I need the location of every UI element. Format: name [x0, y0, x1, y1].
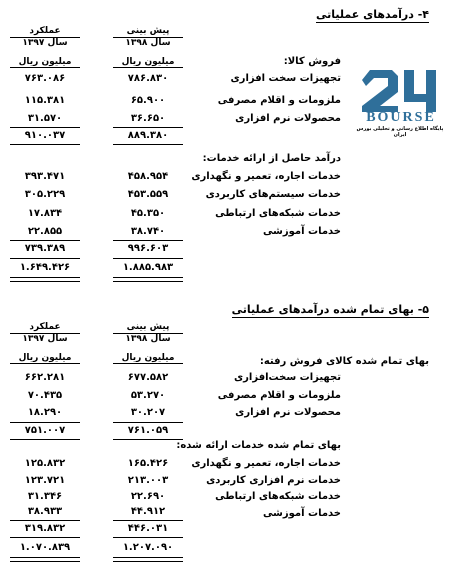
forecast-value: ۶۵.۹۰۰ [130, 95, 166, 106]
row-label: محصولات نرم افزاری [235, 113, 341, 124]
section-4-title: ۴- درآمدهای عملیاتی [316, 8, 429, 21]
forecast-subtotal: ۸۸۹.۳۸۰ [127, 130, 169, 141]
forecast-subtotal: ۴۴۶.۰۳۱ [127, 523, 169, 534]
group-label: بهای تمام شده خدمات ارائه شده: [176, 440, 341, 451]
subtotal-line [10, 520, 80, 521]
forecast-column-header: پیش بینی سال ۱۳۹۸ [113, 26, 183, 49]
row-label: خدمات آموزشی [262, 226, 341, 237]
actual-subtotal: ۷۵۱.۰۰۷ [24, 425, 66, 436]
actual-grand-total: ۱.۰۷۰.۸۳۹ [19, 542, 71, 553]
forecast-unit: میلیون ریال [113, 353, 183, 364]
row-label: خدمات شبکه‌های ارتباطی [215, 491, 341, 502]
actual-value: ۶۶۲.۲۸۱ [24, 372, 66, 383]
subtotal-line [113, 439, 183, 440]
subtotal-line [10, 422, 80, 423]
subtotal-line [10, 144, 80, 145]
actual-value: ۳۱.۳۴۶ [27, 491, 63, 502]
actual-column-header: عملکرد سال ۱۳۹۷ [10, 322, 80, 345]
subtotal-line [10, 240, 80, 241]
actual-grand-total: ۱.۶۴۹.۴۲۶ [19, 262, 71, 273]
subtotal-line [10, 439, 80, 440]
forecast-value: ۲۱۳.۰۰۳ [127, 475, 169, 486]
forecast-subtotal: ۹۹۶.۶۰۳ [127, 243, 169, 254]
actual-value: ۳۱.۵۷۰ [27, 113, 63, 124]
actual-value: ۳۹۳.۴۷۱ [24, 171, 66, 182]
group-label: درآمد حاصل از ارائه خدمات: [202, 153, 341, 164]
subtotal-line [10, 127, 80, 128]
forecast-column-header: پیش بینی سال ۱۳۹۸ [113, 322, 183, 345]
row-label: خدمات شبکه‌های ارتباطی [215, 208, 341, 219]
subtotal-line [113, 127, 183, 128]
actual-value: ۱۲۵.۸۳۲ [24, 458, 66, 469]
actual-value: ۱۸.۲۹۰ [27, 407, 63, 418]
forecast-value: ۶۷۷.۵۸۲ [127, 372, 169, 383]
row-label: ملزومات و اقلام مصرفی [217, 390, 341, 401]
actual-column-header: عملکرد سال ۱۳۹۷ [10, 26, 80, 49]
actual-unit: میلیون ریال [10, 57, 80, 68]
actual-subtotal: ۷۳۹.۳۸۹ [24, 243, 66, 254]
row-label: خدمات سیستم‌های کاربردی [205, 189, 341, 200]
section-5-title: ۵- بهای تمام شده درآمدهای عملیاتی [231, 303, 429, 316]
row-label: خدمات اجاره، تعمیر و نگهداری [191, 171, 341, 182]
total-double-line [113, 557, 183, 562]
bourse-logo [352, 64, 448, 138]
actual-subtotal: ۹۱۰.۰۳۷ [24, 130, 66, 141]
subtotal-line [113, 258, 183, 259]
actual-value: ۱۲۳.۷۲۱ [24, 475, 66, 486]
row-label: محصولات نرم افزاری [235, 407, 341, 418]
actual-value: ۳۰۵.۲۲۹ [24, 189, 66, 200]
logo-subtitle: پایگاه اطلاع رسانی و تحلیلی بورس ایران [356, 126, 444, 138]
forecast-value: ۳۰.۲۰۷ [130, 407, 166, 418]
forecast-value: ۷۸۶.۸۳۰ [127, 73, 169, 84]
forecast-value: ۴۵۳.۵۵۹ [127, 189, 169, 200]
row-label: خدمات اجاره، تعمیر و نگهداری [191, 458, 341, 469]
forecast-unit: میلیون ریال [113, 57, 183, 68]
logo-text: BOURSE [366, 110, 436, 125]
group-label: فروش کالا: [283, 56, 341, 67]
forecast-value: ۱۶۵.۴۲۶ [127, 458, 169, 469]
subtotal-line [10, 537, 80, 538]
actual-value: ۳۸.۹۳۳ [27, 506, 63, 517]
subtotal-line [113, 240, 183, 241]
subtotal-line [113, 422, 183, 423]
forecast-value: ۴۴.۹۱۲ [130, 506, 166, 517]
row-label: ملزومات و اقلام مصرفی [217, 95, 341, 106]
forecast-grand-total: ۱.۲۰۷.۰۹۰ [122, 542, 174, 553]
forecast-grand-total: ۱.۸۸۵.۹۸۳ [122, 262, 174, 273]
row-label: تجهیزات سخت‌افزاری [234, 372, 341, 383]
forecast-value: ۴۵.۳۵۰ [130, 208, 166, 219]
forecast-value: ۳۶.۶۵۰ [130, 113, 166, 124]
total-double-line [10, 557, 80, 562]
total-double-line [10, 277, 80, 282]
actual-value: ۱۱۵.۳۸۱ [24, 95, 66, 106]
actual-subtotal: ۳۱۹.۸۳۲ [24, 523, 66, 534]
total-double-line [113, 277, 183, 282]
forecast-value: ۲۲.۶۹۰ [130, 491, 166, 502]
actual-value: ۷۶۳.۰۸۶ [24, 73, 66, 84]
forecast-value: ۴۵۸.۹۵۴ [127, 171, 169, 182]
actual-value: ۱۷.۸۳۴ [27, 208, 63, 219]
subtotal-line [113, 520, 183, 521]
subtotal-line [113, 537, 183, 538]
forecast-value: ۵۳.۲۷۰ [130, 390, 166, 401]
row-label: خدمات نرم افزاری کاربردی [206, 475, 341, 486]
actual-value: ۷۰.۴۳۵ [27, 390, 63, 401]
group-label: بهای تمام شده کالای فروش رفته: [259, 356, 429, 367]
forecast-subtotal: ۷۶۱.۰۵۹ [127, 425, 169, 436]
subtotal-line [10, 258, 80, 259]
actual-unit: میلیون ریال [10, 353, 80, 364]
forecast-value: ۳۸.۷۴۰ [130, 226, 166, 237]
row-label: تجهیزات سخت افزاری [230, 73, 341, 84]
actual-value: ۲۲.۸۵۵ [27, 226, 63, 237]
row-label: خدمات آموزشی [262, 508, 341, 519]
subtotal-line [113, 144, 183, 145]
